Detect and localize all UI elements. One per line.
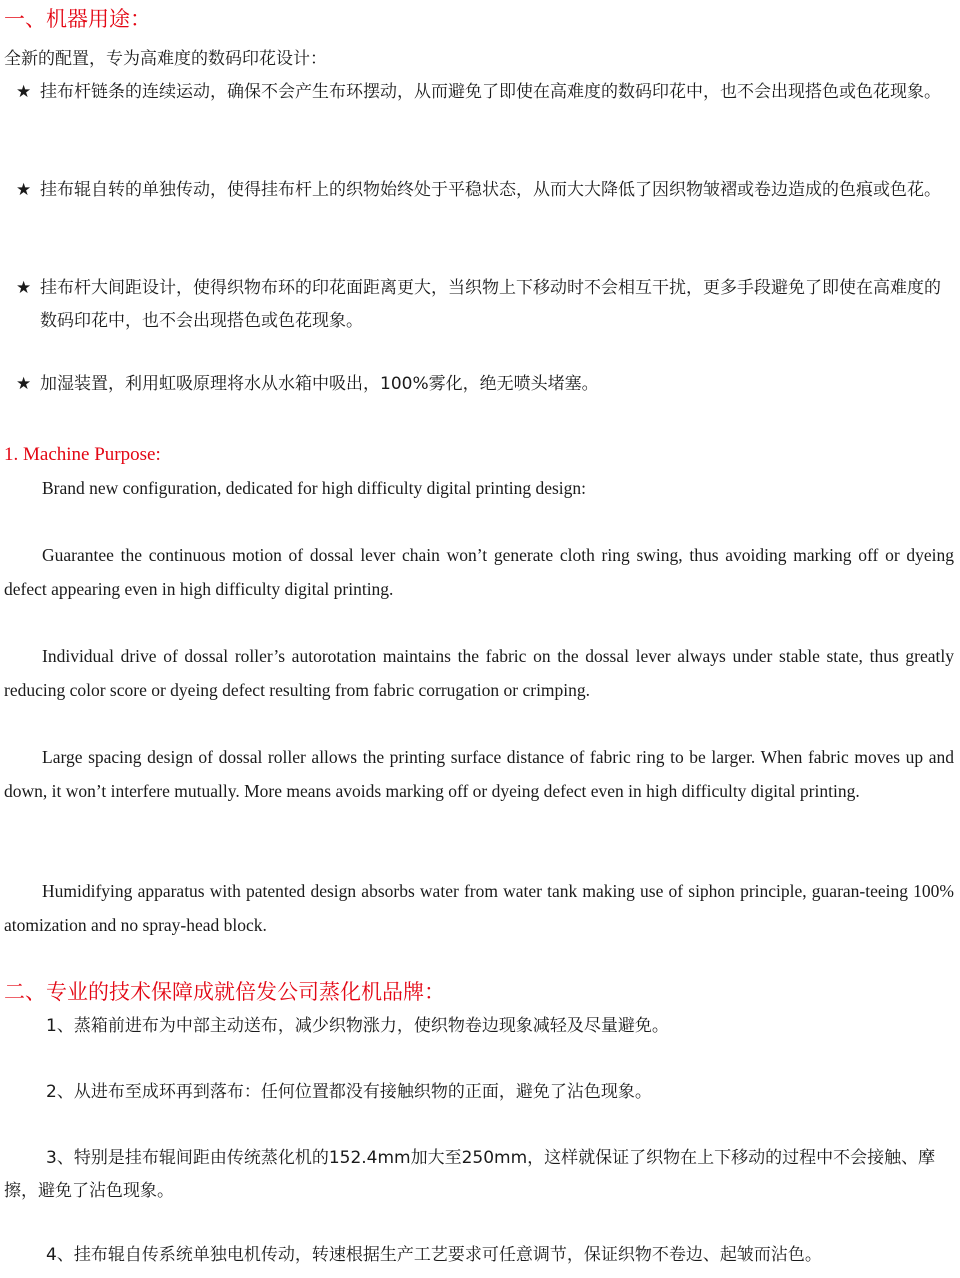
numbered-item: [4, 1142, 959, 1208]
bullet-text: 挂布辊自转的单独传动，使得挂布杆上的织物始终处于平稳状态，从而大大降低了因织物皱褶或卷边造成的色痕或色花。: [40, 180, 941, 200]
bullet-item: [16, 76, 956, 109]
numbered-item-text: 3、特别是挂布辊间距由传统蒸化机的152.4mm加大至250mm，这样就保证了织物在上下移动的过程中不会接触、摩擦，避免了沾色现象。: [4, 1148, 936, 1201]
en-paragraph-text: Large spacing design of dossal roller allows the printing surface distance of fabric ring to be larger. When fabric moves up and down, it won’t interfere mutually. More means avoids marking off or dyeing defect even in high difficulty digital printing.: [4, 747, 954, 801]
en-paragraph-text: Individual drive of dossal roller’s autorotation maintains the fabric on the dossal lever always under stable state, thus greatly reducing color score or dyeing defect resulting from fabric corrugation or crimping.: [4, 646, 954, 700]
section1-en-intro: [4, 472, 954, 506]
section1-en-heading: 1. Machine Purpose:: [4, 444, 161, 465]
en-paragraph: [4, 875, 954, 942]
numbered-item: [4, 1076, 959, 1109]
bullet-item: [16, 174, 956, 207]
en-paragraph: [4, 640, 954, 707]
en-paragraph-text: Guarantee the continuous motion of dossal lever chain won’t generate cloth ring swing, thus avoiding marking off or dyeing defect appearing even in high difficulty digital printing.: [4, 545, 954, 599]
bullet-item: [16, 368, 956, 401]
star-icon: ★: [16, 278, 32, 298]
numbered-item-text: 1、蒸箱前进布为中部主动送布，减少织物涨力，使织物卷边现象减轻及尽量避免。: [46, 1016, 669, 1036]
numbered-item: [4, 1010, 959, 1043]
bullet-text: 加湿装置，利用虹吸原理将水从水箱中吸出，100%雾化，绝无喷头堵塞。: [40, 374, 599, 394]
en-paragraph: [4, 741, 954, 808]
star-icon: ★: [16, 374, 32, 394]
bullet-item: [16, 272, 956, 338]
numbered-item: [4, 1239, 959, 1272]
bullet-text: 挂布杆大间距设计，使得织物布环的印花面距离更大，当织物上下移动时不会相互干扰，更多手段避免了即使在高难度的数码印花中，也不会出现搭色或色花现象。: [40, 278, 941, 331]
bullet-text: 挂布杆链条的连续运动，确保不会产生布环摆动，从而避免了即使在高难度的数码印花中，也不会出现搭色或色花现象。: [40, 82, 941, 102]
en-paragraph-text: Humidifying apparatus with patented design absorbs water from water tank making use of siphon principle, guaran-teeing 100% atomization and no spray-head block.: [4, 881, 954, 935]
numbered-item-text: 4、挂布辊自传系统单独电机传动，转速根据生产工艺要求可任意调节，保证织物不卷边、起皱而沾色。: [46, 1245, 822, 1265]
section1-heading: 一、机器用途：: [4, 7, 151, 31]
en-paragraph: [4, 539, 954, 606]
section1-en-intro-text: Brand new configuration, dedicated for high difficulty digital printing design:: [42, 478, 586, 498]
star-icon: ★: [16, 82, 32, 102]
numbered-item-text: 2、从进布至成环再到落布：任何位置都没有接触织物的正面，避免了沾色现象。: [46, 1082, 652, 1102]
section1-intro: 全新的配置，专为高难度的数码印花设计：: [4, 49, 327, 69]
star-icon: ★: [16, 180, 32, 200]
section2-heading: 二、专业的技术保障成就倍发公司蒸化机品牌：: [4, 980, 445, 1004]
